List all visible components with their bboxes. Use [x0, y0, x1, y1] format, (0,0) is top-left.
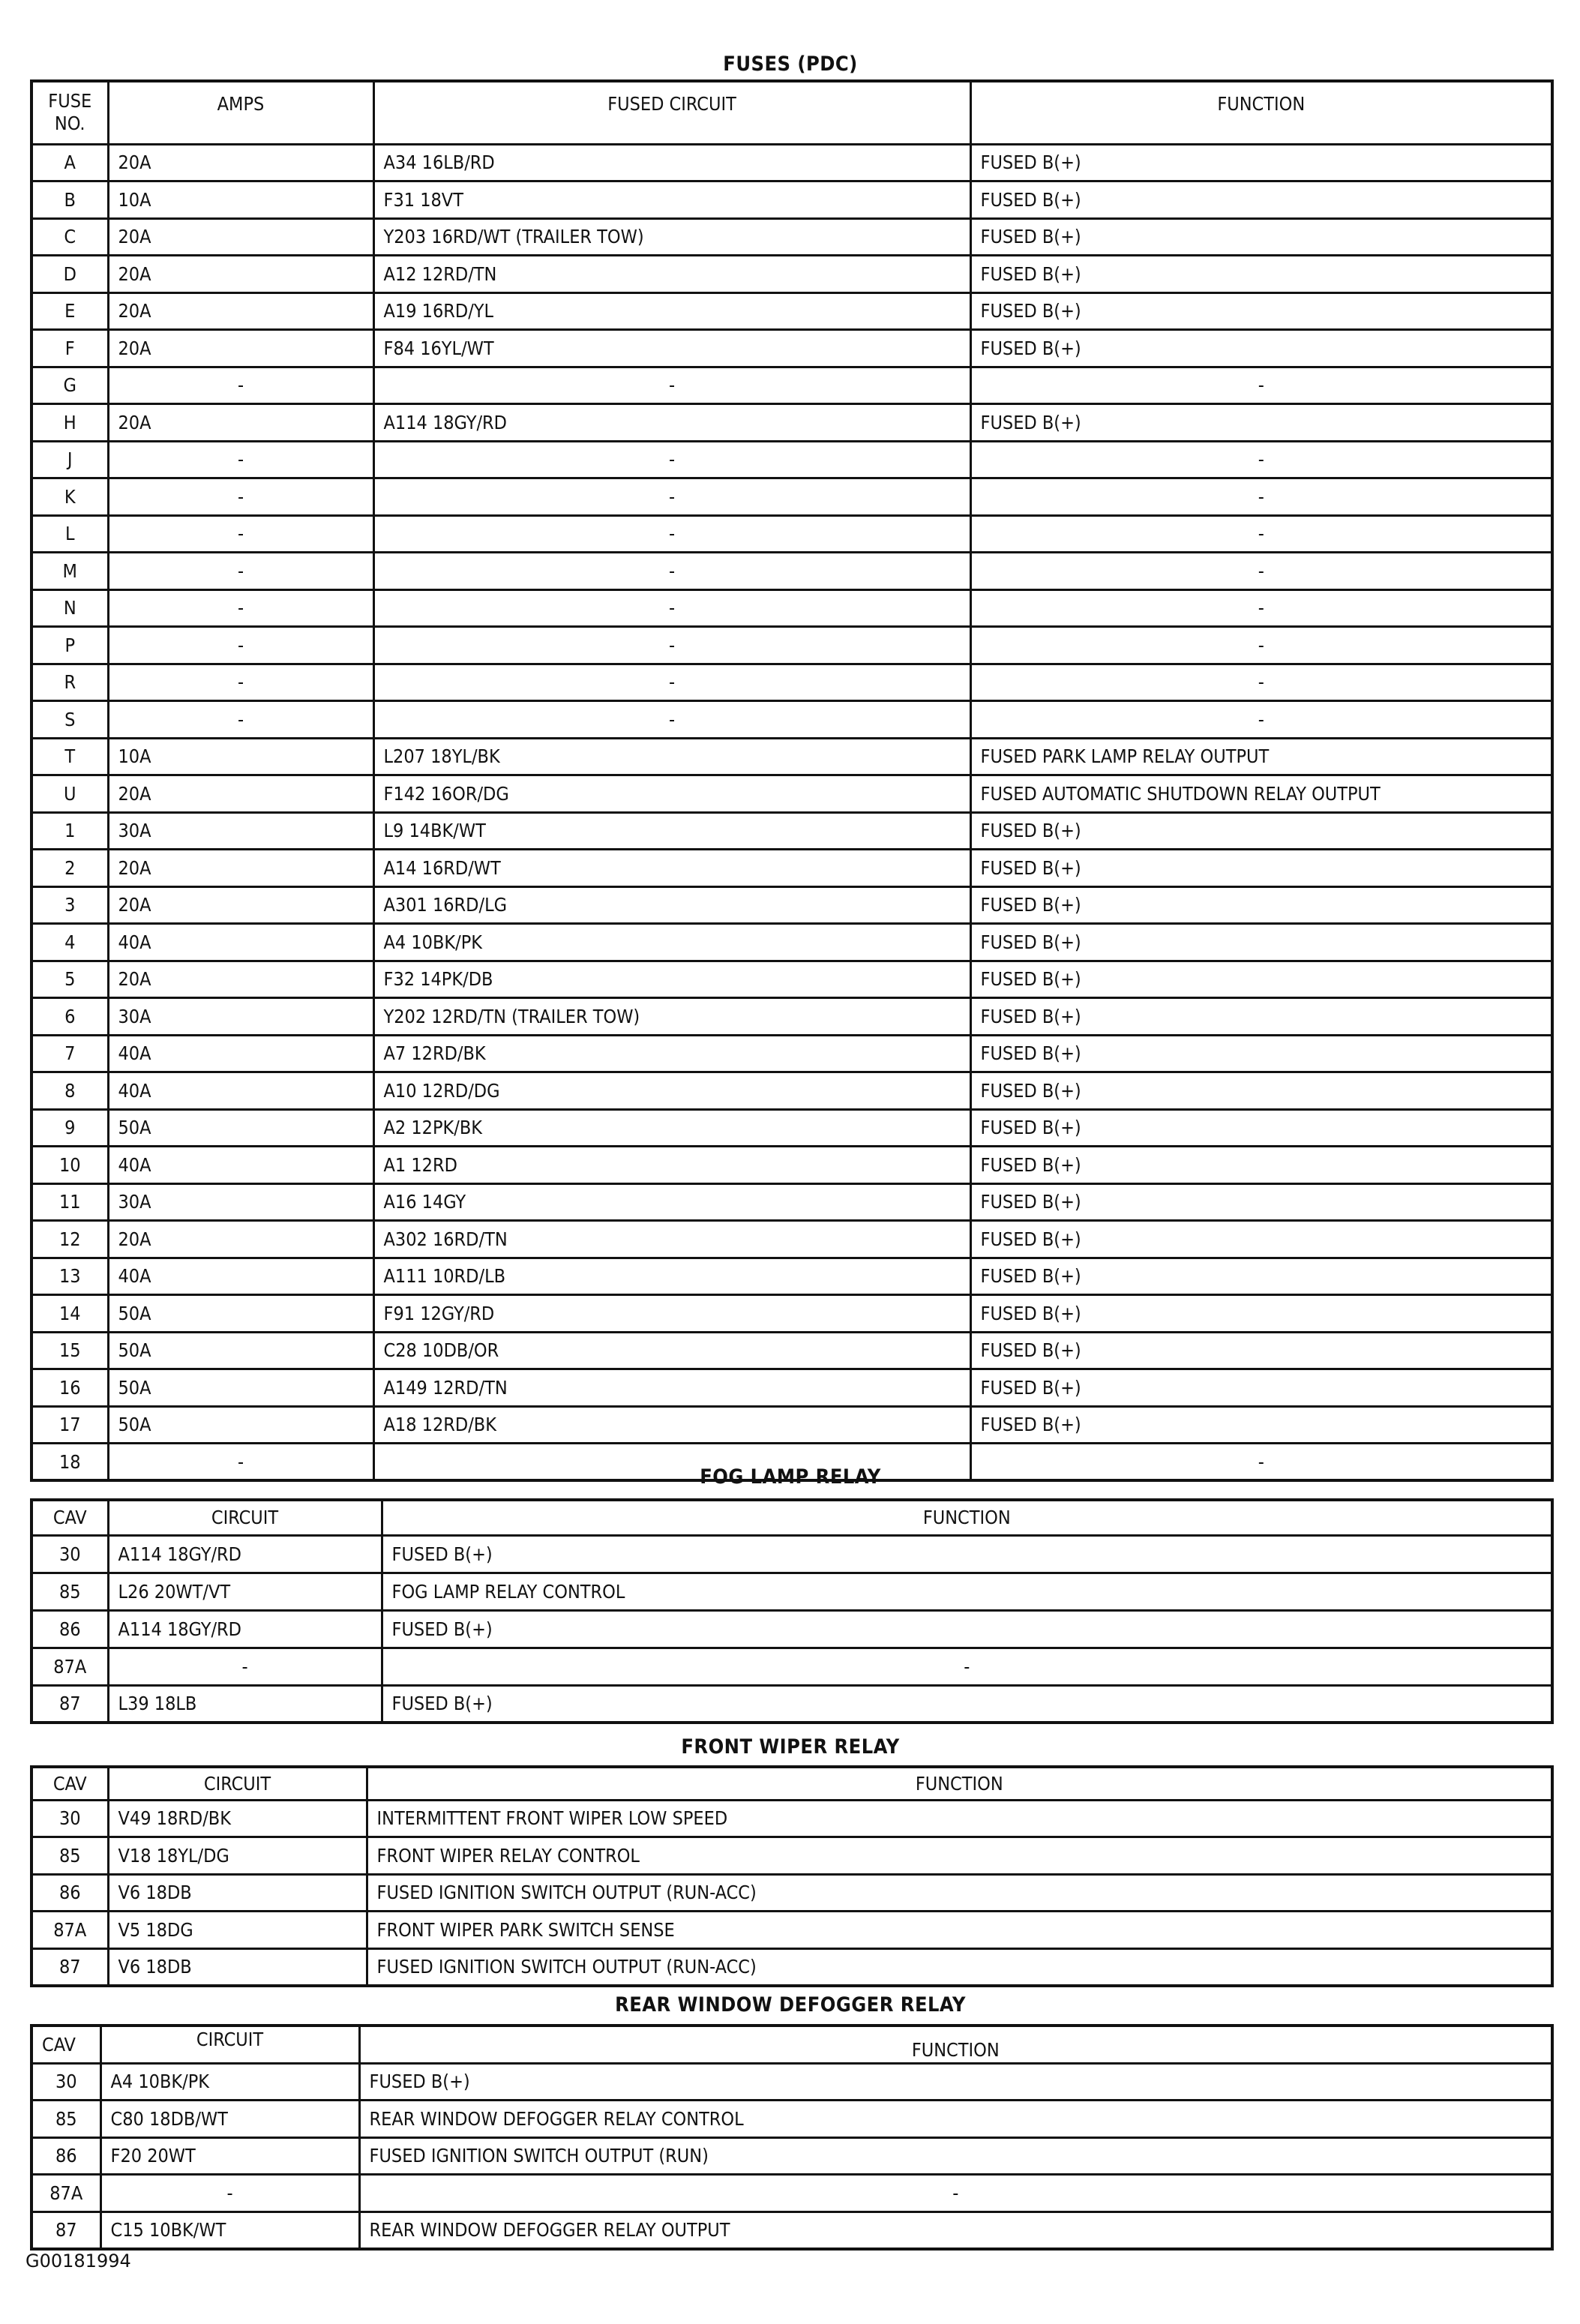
function-cell: FUSED B(+): [970, 886, 1552, 924]
fused-circuit-cell: F31 18VT: [373, 181, 970, 219]
function-cell: FUSED B(+): [970, 1035, 1552, 1072]
table-row: [31, 1948, 1552, 1986]
wiper-function-cell: FUSED IGNITION SWITCH OUTPUT (RUN-ACC): [367, 1948, 1552, 1986]
defogger-circuit-header: CIRCUIT: [100, 2026, 359, 2063]
fuse-no-header-line1: FUSE: [48, 90, 92, 112]
table-row: [31, 478, 1552, 516]
table-row: [31, 330, 1552, 367]
fused-circuit-cell: L207 18YL/BK: [373, 738, 970, 775]
table-row: [31, 924, 1552, 961]
function-cell: -: [970, 664, 1552, 701]
fused-circuit-cell: A12 12RD/TN: [373, 256, 970, 293]
defogger-function-header: FUNCTION: [359, 2026, 1552, 2063]
fuse-no-cell: J: [31, 441, 108, 478]
fog-circuit-cell: L39 18LB: [108, 1685, 382, 1723]
fuse-no-cell: 14: [31, 1295, 108, 1333]
function-cell: FUSED B(+): [970, 998, 1552, 1036]
function-cell: FUSED B(+): [970, 1183, 1552, 1221]
fuse-no-cell: G: [31, 367, 108, 404]
fog-function-cell: FOG LAMP RELAY CONTROL: [382, 1573, 1552, 1610]
defogger-function-cell: FUSED IGNITION SWITCH OUTPUT (RUN): [359, 2137, 1552, 2175]
amps-cell: 40A: [108, 1035, 373, 1072]
function-cell: -: [970, 515, 1552, 553]
rear-defogger-relay-title: REAR WINDOW DEFOGGER RELAY: [615, 1993, 966, 2017]
wiper-function-cell: FRONT WIPER PARK SWITCH SENSE: [367, 1912, 1552, 1949]
rear-defogger-relay-table: [30, 2024, 1554, 2251]
fused-circuit-cell: -: [373, 367, 970, 404]
table-row: [31, 627, 1552, 664]
fused-circuit-cell: A111 10RD/LB: [373, 1258, 970, 1295]
wiper-cav-cell: 86: [31, 1874, 108, 1912]
fog-circuit-header: CIRCUIT: [108, 1500, 382, 1535]
fog-cav-header: CAV: [31, 1500, 108, 1535]
fog-circuit-cell: -: [108, 1648, 382, 1685]
fused-circuit-cell: A19 16RD/YL: [373, 292, 970, 330]
table-row: [31, 1295, 1552, 1333]
amps-cell: 50A: [108, 1332, 373, 1369]
fused-circuit-cell: F142 16OR/DG: [373, 775, 970, 813]
defogger-body: [31, 2063, 1552, 2249]
table-row: [31, 367, 1552, 404]
table-row: [31, 1183, 1552, 1221]
function-cell: FUSED B(+): [970, 181, 1552, 219]
table-row: [31, 775, 1552, 813]
function-cell: FUSED B(+): [970, 961, 1552, 998]
table-row: [31, 1648, 1552, 1685]
fuse-no-header-line2: NO.: [54, 112, 85, 135]
table-row: [31, 1535, 1552, 1573]
fuse-no-cell: 12: [31, 1221, 108, 1258]
function-cell: FUSED B(+): [970, 924, 1552, 961]
table-row: [31, 1610, 1552, 1648]
amps-cell: 20A: [108, 850, 373, 887]
amps-header: AMPS: [108, 81, 373, 144]
table-row: [31, 1221, 1552, 1258]
table-row: [31, 2137, 1552, 2175]
function-cell: FUSED B(+): [970, 1072, 1552, 1110]
defogger-circuit-cell: C80 18DB/WT: [100, 2101, 359, 2138]
function-cell: FUSED B(+): [970, 330, 1552, 367]
amps-cell: 20A: [108, 961, 373, 998]
fuse-no-cell: F: [31, 330, 108, 367]
amps-cell: 40A: [108, 924, 373, 961]
table-row: [31, 2063, 1552, 2101]
fog-circuit-cell: L26 20WT/VT: [108, 1573, 382, 1610]
wiper-cav-cell: 87A: [31, 1912, 108, 1949]
fuse-no-cell: 3: [31, 886, 108, 924]
fused-circuit-cell: -: [373, 553, 970, 590]
fused-circuit-cell: -: [373, 589, 970, 627]
function-cell: -: [970, 553, 1552, 590]
table-row: [31, 1912, 1552, 1949]
amps-cell: -: [108, 367, 373, 404]
fused-circuit-cell: -: [373, 478, 970, 516]
wiper-function-cell: INTERMITTENT FRONT WIPER LOW SPEED: [367, 1800, 1552, 1837]
amps-cell: 40A: [108, 1147, 373, 1184]
table-row: [31, 515, 1552, 553]
fuse-no-cell: 6: [31, 998, 108, 1036]
table-row: [31, 812, 1552, 850]
fog-function-cell: FUSED B(+): [382, 1610, 1552, 1648]
function-cell: FUSED B(+): [970, 812, 1552, 850]
fog-cav-cell: 30: [31, 1535, 108, 1573]
table-row: [31, 1035, 1552, 1072]
fused-circuit-cell: -: [373, 515, 970, 553]
function-cell: FUSED B(+): [970, 1109, 1552, 1147]
fused-circuit-cell: L9 14BK/WT: [373, 812, 970, 850]
fuse-no-cell: M: [31, 553, 108, 590]
amps-cell: 50A: [108, 1109, 373, 1147]
fuse-no-cell: L: [31, 515, 108, 553]
fused-circuit-cell: A1 12RD: [373, 1147, 970, 1184]
function-cell: FUSED B(+): [970, 1406, 1552, 1444]
amps-cell: 10A: [108, 181, 373, 219]
fused-circuit-cell: A10 12RD/DG: [373, 1072, 970, 1110]
amps-cell: 20A: [108, 144, 373, 181]
fuse-no-cell: 1: [31, 812, 108, 850]
amps-cell: -: [108, 1444, 373, 1481]
defogger-function-cell: FUSED B(+): [359, 2063, 1552, 2101]
defogger-cav-cell: 30: [31, 2063, 100, 2101]
function-cell: -: [970, 1444, 1552, 1481]
function-cell: FUSED B(+): [970, 1295, 1552, 1333]
amps-cell: 30A: [108, 812, 373, 850]
table-row: [31, 553, 1552, 590]
function-cell: FUSED B(+): [970, 1147, 1552, 1184]
function-cell: FUSED B(+): [970, 144, 1552, 181]
table-row: [31, 850, 1552, 887]
function-cell: FUSED B(+): [970, 1221, 1552, 1258]
fused-circuit-cell: F91 12GY/RD: [373, 1295, 970, 1333]
front-wiper-relay-title: FRONT WIPER RELAY: [681, 1735, 900, 1759]
fused-circuit-cell: Y202 12RD/TN (TRAILER TOW): [373, 998, 970, 1036]
amps-cell: 20A: [108, 218, 373, 256]
wiper-cav-cell: 85: [31, 1837, 108, 1875]
defogger-function-cell: -: [359, 2175, 1552, 2212]
fuse-no-cell: D: [31, 256, 108, 293]
defogger-function-cell: REAR WINDOW DEFOGGER RELAY OUTPUT: [359, 2212, 1552, 2249]
wiper-header-row: [31, 1767, 1552, 1800]
table-row: [31, 256, 1552, 293]
fuse-no-cell: 17: [31, 1406, 108, 1444]
table-row: [31, 1837, 1552, 1875]
fused-circuit-cell: A18 12RD/BK: [373, 1406, 970, 1444]
table-row: [31, 181, 1552, 219]
amps-cell: 20A: [108, 1221, 373, 1258]
wiper-cav-cell: 30: [31, 1800, 108, 1837]
function-header: FUNCTION: [970, 81, 1552, 144]
wiper-cav-cell: 87: [31, 1948, 108, 1986]
amps-cell: 30A: [108, 1183, 373, 1221]
table-row: [31, 2175, 1552, 2212]
defogger-circuit-cell: -: [100, 2175, 359, 2212]
table-row: [31, 961, 1552, 998]
table-row: [31, 701, 1552, 739]
wiper-circuit-header: CIRCUIT: [108, 1767, 367, 1800]
fuses-table: [30, 79, 1554, 1482]
amps-cell: -: [108, 441, 373, 478]
defogger-function-cell: REAR WINDOW DEFOGGER RELAY CONTROL: [359, 2101, 1552, 2138]
fused-circuit-cell: -: [373, 627, 970, 664]
amps-cell: -: [108, 553, 373, 590]
wiper-circuit-cell: V18 18YL/DG: [108, 1837, 367, 1875]
function-cell: FUSED B(+): [970, 218, 1552, 256]
table-row: [31, 1147, 1552, 1184]
fuses-header-row: [31, 81, 1552, 144]
defogger-circuit-cell: A4 10BK/PK: [100, 2063, 359, 2101]
table-row: [31, 1685, 1552, 1723]
fuse-no-cell: 13: [31, 1258, 108, 1295]
fuse-no-cell: N: [31, 589, 108, 627]
wiper-cav-header: CAV: [31, 1767, 108, 1800]
amps-cell: 20A: [108, 886, 373, 924]
fused-circuit-cell: A301 16RD/LG: [373, 886, 970, 924]
function-cell: -: [970, 701, 1552, 739]
wiper-circuit-cell: V6 18DB: [108, 1948, 367, 1986]
fuse-no-cell: E: [31, 292, 108, 330]
function-cell: FUSED B(+): [970, 404, 1552, 442]
fog-circuit-cell: A114 18GY/RD: [108, 1610, 382, 1648]
fuse-no-cell: H: [31, 404, 108, 442]
fuse-no-cell: C: [31, 218, 108, 256]
amps-cell: 20A: [108, 256, 373, 293]
function-cell: FUSED B(+): [970, 1258, 1552, 1295]
wiper-function-cell: FUSED IGNITION SWITCH OUTPUT (RUN-ACC): [367, 1874, 1552, 1912]
table-row: [31, 1874, 1552, 1912]
function-cell: FUSED B(+): [970, 850, 1552, 887]
figure-code: G00181994: [25, 2251, 131, 2272]
table-row: [31, 589, 1552, 627]
table-row: [31, 404, 1552, 442]
function-cell: -: [970, 441, 1552, 478]
amps-cell: -: [108, 627, 373, 664]
amps-cell: 20A: [108, 404, 373, 442]
fuse-no-cell: 2: [31, 850, 108, 887]
fuse-no-header: [31, 81, 108, 144]
fuse-no-cell: S: [31, 701, 108, 739]
fog-circuit-cell: A114 18GY/RD: [108, 1535, 382, 1573]
fused-circuit-cell: -: [373, 441, 970, 478]
defogger-cav-cell: 85: [31, 2101, 100, 2138]
wiper-function-header: FUNCTION: [367, 1767, 1552, 1800]
amps-cell: 20A: [108, 775, 373, 813]
wiper-body: [31, 1800, 1552, 1986]
fused-circuit-cell: A302 16RD/TN: [373, 1221, 970, 1258]
fog-cav-cell: 87A: [31, 1648, 108, 1685]
fuse-no-cell: 11: [31, 1183, 108, 1221]
function-cell: FUSED B(+): [970, 292, 1552, 330]
fuse-no-cell: 5: [31, 961, 108, 998]
fuse-no-cell: K: [31, 478, 108, 516]
fused-circuit-cell: A16 14GY: [373, 1183, 970, 1221]
front-wiper-relay-table: [30, 1765, 1554, 1987]
table-row: [31, 1072, 1552, 1110]
function-cell: -: [970, 627, 1552, 664]
table-row: [31, 1573, 1552, 1610]
amps-cell: -: [108, 515, 373, 553]
fog-header-row: [31, 1500, 1552, 1535]
fuse-no-cell: 15: [31, 1332, 108, 1369]
fused-circuit-cell: A2 12PK/BK: [373, 1109, 970, 1147]
fused-circuit-cell: -: [373, 701, 970, 739]
fog-lamp-relay-table: [30, 1498, 1554, 1724]
fog-lamp-relay-title: FOG LAMP RELAY: [700, 1465, 881, 1489]
defogger-cav-cell: 87: [31, 2212, 100, 2249]
fused-circuit-cell: F32 14PK/DB: [373, 961, 970, 998]
fog-cav-cell: 85: [31, 1573, 108, 1610]
fused-circuit-cell: C28 10DB/OR: [373, 1332, 970, 1369]
fuses-body: [31, 144, 1552, 1480]
fused-circuit-cell: A149 12RD/TN: [373, 1369, 970, 1407]
fog-function-cell: FUSED B(+): [382, 1535, 1552, 1573]
fuse-no-cell: 16: [31, 1369, 108, 1407]
function-cell: FUSED AUTOMATIC SHUTDOWN RELAY OUTPUT: [970, 775, 1552, 813]
fused-circuit-header: FUSED CIRCUIT: [373, 81, 970, 144]
fused-circuit-cell: A4 10BK/PK: [373, 924, 970, 961]
table-row: [31, 1406, 1552, 1444]
fused-circuit-cell: -: [373, 664, 970, 701]
function-cell: FUSED B(+): [970, 1369, 1552, 1407]
defogger-header-row: [31, 2026, 1552, 2063]
defogger-cav-cell: 87A: [31, 2175, 100, 2212]
function-cell: FUSED B(+): [970, 256, 1552, 293]
fuse-no-cell: 9: [31, 1109, 108, 1147]
amps-cell: 40A: [108, 1072, 373, 1110]
amps-cell: 20A: [108, 330, 373, 367]
amps-cell: -: [108, 701, 373, 739]
fog-function-cell: FUSED B(+): [382, 1685, 1552, 1723]
wiper-circuit-cell: V49 18RD/BK: [108, 1800, 367, 1837]
amps-cell: 10A: [108, 738, 373, 775]
amps-cell: -: [108, 478, 373, 516]
fog-cav-cell: 86: [31, 1610, 108, 1648]
table-row: [31, 998, 1552, 1036]
fuse-no-cell: U: [31, 775, 108, 813]
defogger-circuit-cell: C15 10BK/WT: [100, 2212, 359, 2249]
table-row: [31, 2101, 1552, 2138]
fog-function-cell: -: [382, 1648, 1552, 1685]
amps-cell: 50A: [108, 1369, 373, 1407]
fuse-no-cell: 18: [31, 1444, 108, 1481]
fused-circuit-cell: A114 18GY/RD: [373, 404, 970, 442]
amps-cell: 50A: [108, 1295, 373, 1333]
fuse-no-cell: A: [31, 144, 108, 181]
fuse-no-cell: 7: [31, 1035, 108, 1072]
wiper-circuit-cell: V6 18DB: [108, 1874, 367, 1912]
table-row: [31, 144, 1552, 181]
fuse-no-cell: B: [31, 181, 108, 219]
table-row: [31, 2212, 1552, 2249]
wiper-circuit-cell: V5 18DG: [108, 1912, 367, 1949]
fuse-no-cell: T: [31, 738, 108, 775]
fused-circuit-cell: F84 16YL/WT: [373, 330, 970, 367]
wiper-function-cell: FRONT WIPER RELAY CONTROL: [367, 1837, 1552, 1875]
table-row: [31, 738, 1552, 775]
table-row: [31, 292, 1552, 330]
fog-body: [31, 1535, 1552, 1723]
table-row: [31, 886, 1552, 924]
table-row: [31, 1332, 1552, 1369]
table-row: [31, 664, 1552, 701]
defogger-cav-header: CAV: [31, 2026, 100, 2063]
defogger-circuit-cell: F20 20WT: [100, 2137, 359, 2175]
amps-cell: -: [108, 589, 373, 627]
function-cell: -: [970, 589, 1552, 627]
table-row: [31, 1258, 1552, 1295]
fuse-no-cell: 10: [31, 1147, 108, 1184]
table-row: [31, 1800, 1552, 1837]
amps-cell: 30A: [108, 998, 373, 1036]
function-cell: FUSED B(+): [970, 1332, 1552, 1369]
fused-circuit-cell: Y203 16RD/WT (TRAILER TOW): [373, 218, 970, 256]
table-row: [31, 1109, 1552, 1147]
fuse-no-cell: P: [31, 627, 108, 664]
amps-cell: 40A: [108, 1258, 373, 1295]
amps-cell: 20A: [108, 292, 373, 330]
fuse-no-cell: R: [31, 664, 108, 701]
amps-cell: 50A: [108, 1406, 373, 1444]
function-cell: -: [970, 478, 1552, 516]
fuse-no-cell: 8: [31, 1072, 108, 1110]
defogger-cav-cell: 86: [31, 2137, 100, 2175]
table-row: [31, 1369, 1552, 1407]
function-cell: FUSED PARK LAMP RELAY OUTPUT: [970, 738, 1552, 775]
fuse-no-cell: 4: [31, 924, 108, 961]
fog-function-header: FUNCTION: [382, 1500, 1552, 1535]
function-cell: -: [970, 367, 1552, 404]
fused-circuit-cell: A14 16RD/WT: [373, 850, 970, 887]
fuses-title: FUSES (PDC): [723, 52, 858, 76]
amps-cell: -: [108, 664, 373, 701]
fog-cav-cell: 87: [31, 1685, 108, 1723]
table-row: [31, 441, 1552, 478]
table-row: [31, 218, 1552, 256]
fused-circuit-cell: A7 12RD/BK: [373, 1035, 970, 1072]
fused-circuit-cell: A34 16LB/RD: [373, 144, 970, 181]
